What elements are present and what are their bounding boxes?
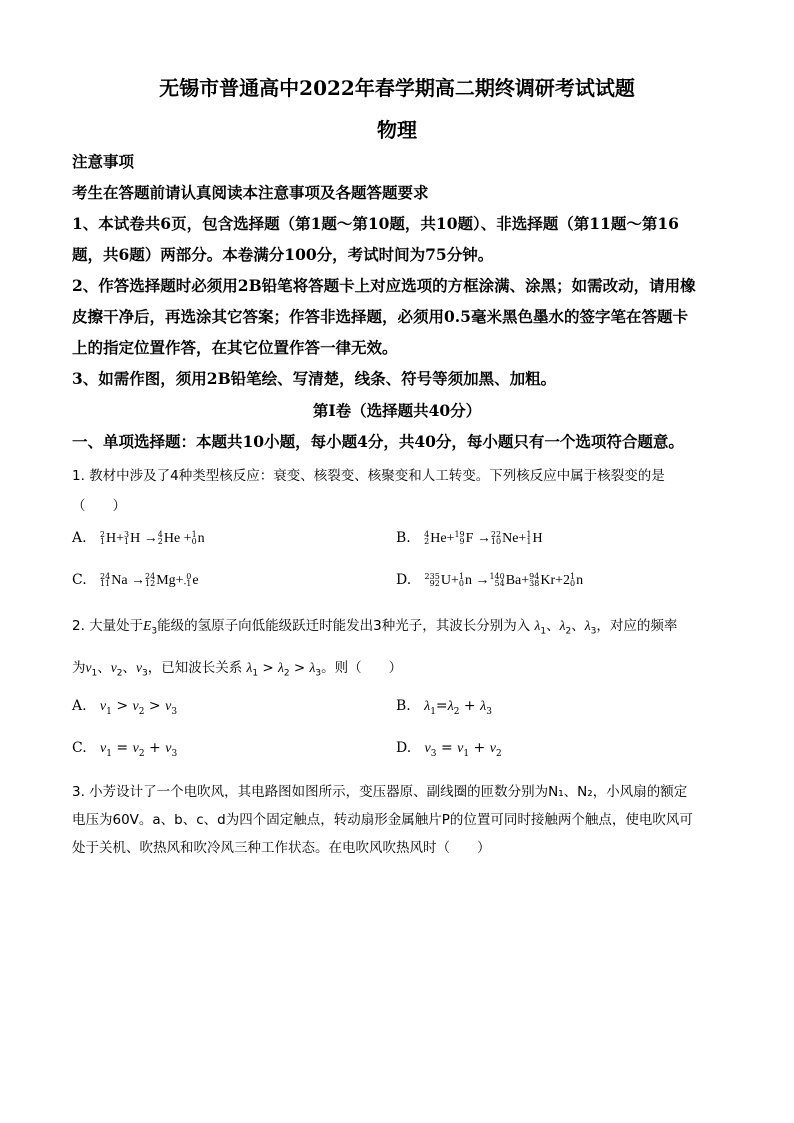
q2-option-d: D. $\nu_3 = \nu_1 + \nu_2$ [396,740,502,759]
section-instruction: 一、单项选择题：本题共10小题，每小题4分，共40分，每小题只有一个选项符合题意。 [72,432,684,451]
q1-stem-line-1: 1. 教材中涉及了4种类型核反应：衰变、核裂变、核聚变和人工转变。下列核反应中属于核裂变的是 [72,468,665,484]
notes-item-1-line-2: 题，共6题）两部分。本卷满分100分，考试时间为75分钟。 [72,245,494,264]
q1-option-d: D. 235 92 U+ 1 0 n → 140 54 Ba+ 94 38 Kr+2 1 0 n [396,572,584,588]
q3-stem-line-1: 3. 小芳设计了一个电吹风，其电路图如图所示，变压器原、副线圈的匝数分别为N₁、N₂，小风扇的额定 [72,784,688,800]
notes-item-2-line-2: 皮擦干净后，再选涂其它答案；作答非选择题，必须用0.5毫米黑色墨水的签字笔在答题卡 [72,307,688,326]
option-label: A. [72,530,87,546]
q1-stem-line-2: （ ） [72,498,126,514]
q3-stem-line-3: 处于关机、吹热风和吹冷风三种工作状态。在电吹风吹热风时（ ） [72,840,491,856]
exam-title: 无锡市普通高中2022年春学期高二期终调研考试试题 [159,76,635,100]
notes-item-3: 3、如需作图，须用2B铅笔绘、写清楚，线条、符号等须加黑、加粗。 [72,369,557,388]
q2-stem-line-1: 2. 大量处于$E_3$能级的氢原子向低能级跃迁时能发出3种光子，其波长分别为入 $\lambda_1$、$\lambda_2$、$\lambda_3$，对应的频率 [72,618,678,637]
q2-option-a: A. $\nu_1 > \nu_2 > \nu_3$ [72,698,178,717]
q3-stem-line-2: 电压为60V。a、b、c、d为四个固定触点，转动扇形金属触片P的位置可同时接触两个触点，使电吹风可 [72,812,693,828]
option-label: D. [396,572,412,588]
option-label: C. [72,572,87,588]
section-title: 第Ⅰ卷（选择题共40分） [312,401,482,420]
q1-option-c: C. 24 11 Na → 24 12 Mg+ 0 -1 e [72,572,199,588]
notes-item-2-line-1: 2、作答选择题时必须用2B铅笔将答题卡上对应选项的方框涂满、涂黑；如需改动，请用橡 [72,276,696,295]
notes-item-1-line-1: 1、本试卷共6页，包含选择题（第1题～第10题，共10题）、非选择题（第11题～第16 [72,214,679,233]
notes-intro: 考生在答题前请认真阅读本注意事项及各题答题要求 [72,183,429,202]
q2-option-c: C. $\nu_1 = \nu_2 + \nu_3$ [72,740,178,759]
subject-title: 物理 [377,118,417,142]
q1-option-b: B. 4 2 He+ 19 9 F → 22 10 Ne+ 1 1 H [396,530,543,546]
option-label: B. [396,530,411,546]
notes-heading: 注意事项 [72,152,135,171]
q2-stem-line-2: 为$\nu_1$、$\nu_2$、$\nu_3$，已知波长关系 $\lambda_1 > \lambda_2 > \lambda_3$。则（ ） [72,660,403,679]
q2-option-b: B. $\lambda_1=\lambda_2 + \lambda_3$ [396,698,492,717]
q1-option-a: A. 2 1 H+ 3 1 H → 4 2 He + 1 0 n [72,530,205,546]
notes-item-2-line-3: 上的指定位置作答，在其它位置作答一律无效。 [72,338,398,357]
